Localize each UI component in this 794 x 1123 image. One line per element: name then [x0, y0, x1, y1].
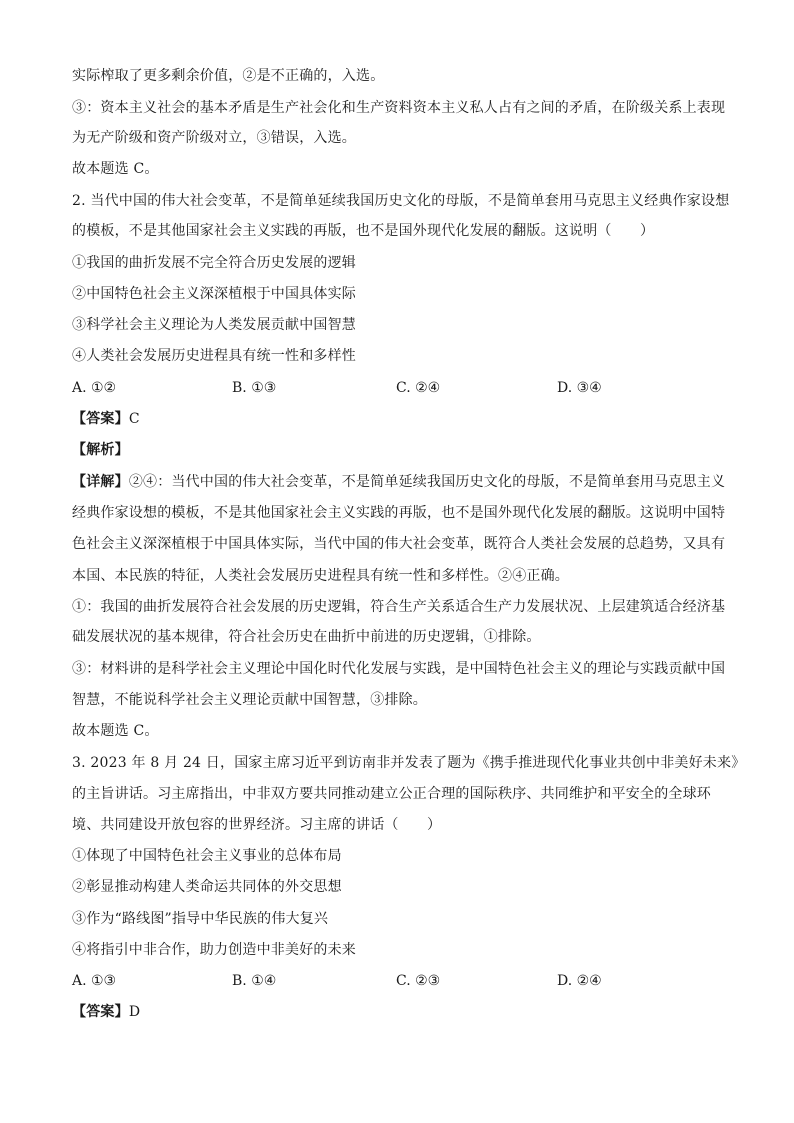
question-2-detail: 色社会主义深深植根于中国具体实际，当代中国的伟大社会变革，既符合人类社会发展的总趋势，又具有	[72, 536, 726, 552]
answer-value: D	[128, 1004, 141, 1020]
text-line: 为无产阶级和资产阶级对立，③错误，入选。	[72, 130, 356, 146]
question-3-statement: ②彰显推动构建人类命运共同体的外交思想	[72, 879, 342, 895]
question-3-stem: 3. 2023 年 8 月 24 日，国家主席习近平到访南非并发表了题为《携手推进现代化事业共创中非美好未来》	[72, 755, 746, 771]
question-2-statement: ①我国的曲折发展不完全符合历史发展的逻辑	[72, 255, 356, 271]
question-2-detail: 础发展状况的基本规律，符合社会历史在曲折中前进的历史逻辑，①排除。	[72, 629, 541, 645]
conclusion-line: 故本题选 C。	[72, 161, 159, 177]
question-2-detail	[72, 472, 732, 492]
question-2-statement: ③科学社会主义理论为人类发展贡献中国智慧	[72, 317, 356, 333]
question-3-answer	[72, 1002, 732, 1022]
answer-label: 【答案】	[72, 1004, 129, 1020]
question-2-detail: 本国、本民族的特征，人类社会发展历史进程具有统一性和多样性。②④正确。	[72, 568, 569, 584]
question-2-option-c: C. ②④	[396, 380, 441, 396]
detail-text: ②④：当代中国的伟大社会变革，不是简单延续我国历史文化的母版，不是简单套用马克思主义	[128, 474, 726, 490]
question-2-option-d: D. ③④	[557, 380, 602, 396]
question-2-detail: ③：材料讲的是科学社会主义理论中国化时代化发展与实践，是中国特色社会主义的理论与实践贡献中国	[72, 661, 726, 677]
conclusion-line: 故本题选 C。	[72, 723, 159, 739]
question-2-answer	[72, 409, 732, 429]
question-2-detail: 经典作家设想的模板，不是其他国家社会主义实践的再版，也不是国外现代化发展的翻版。这说明中国特	[72, 505, 726, 521]
question-2-detail: 智慧，不能说科学社会主义理论贡献中国智慧，③排除。	[72, 692, 427, 708]
answer-value: C	[128, 411, 140, 427]
question-2-statement: ④人类社会发展历史进程具有统一性和多样性	[72, 348, 356, 364]
question-2-detail: ①：我国的曲折发展符合社会发展的历史逻辑，符合生产关系适合生产力发展状况、上层建筑适合经济基	[72, 599, 726, 615]
text-line: 实际榨取了更多剩余价值，②是不正确的，入选。	[72, 68, 385, 84]
question-2-option-b: B. ①③	[232, 380, 277, 396]
question-2-stem: 的模板，不是其他国家社会主义实践的再版，也不是国外现代化发展的翻版。这说明（ ）	[72, 223, 655, 239]
question-2-analysis-heading	[72, 440, 732, 460]
analysis-label: 【解析】	[72, 442, 129, 458]
question-3-statement: ①体现了中国特色社会主义事业的总体布局	[72, 848, 342, 864]
detail-label: 【详解】	[72, 474, 129, 490]
question-2-stem: 2. 当代中国的伟大社会变革，不是简单延续我国历史文化的母版，不是简单套用马克思主义经典作家设想	[72, 193, 730, 209]
question-2-option-a: A. ①②	[72, 380, 117, 396]
question-2-statement: ②中国特色社会主义深深植根于中国具体实际	[72, 286, 356, 302]
answer-label: 【答案】	[72, 411, 129, 427]
question-3-option-b: B. ①④	[232, 973, 277, 989]
question-3-statement: ④将指引中非合作，助力创造中非美好的未来	[72, 942, 356, 958]
text-line: ③：资本主义社会的基本矛盾是生产社会化和生产资料资本主义私人占有之间的矛盾，在阶级关系上表现	[72, 100, 726, 116]
question-3-stem: 境、共同建设开放包容的世界经济。习主席的讲话（ ）	[72, 817, 442, 833]
question-3-option-d: D. ②④	[557, 973, 602, 989]
question-3-stem: 的主旨讲话。习主席指出，中非双方要共同推动建立公正合理的国际秩序、共同维护和平安全的全球环	[72, 786, 711, 802]
question-3-option-a: A. ①③	[72, 973, 117, 989]
question-3-statement: ③作为“路线图”指导中华民族的伟大复兴	[72, 911, 329, 927]
question-3-option-c: C. ②③	[396, 973, 441, 989]
